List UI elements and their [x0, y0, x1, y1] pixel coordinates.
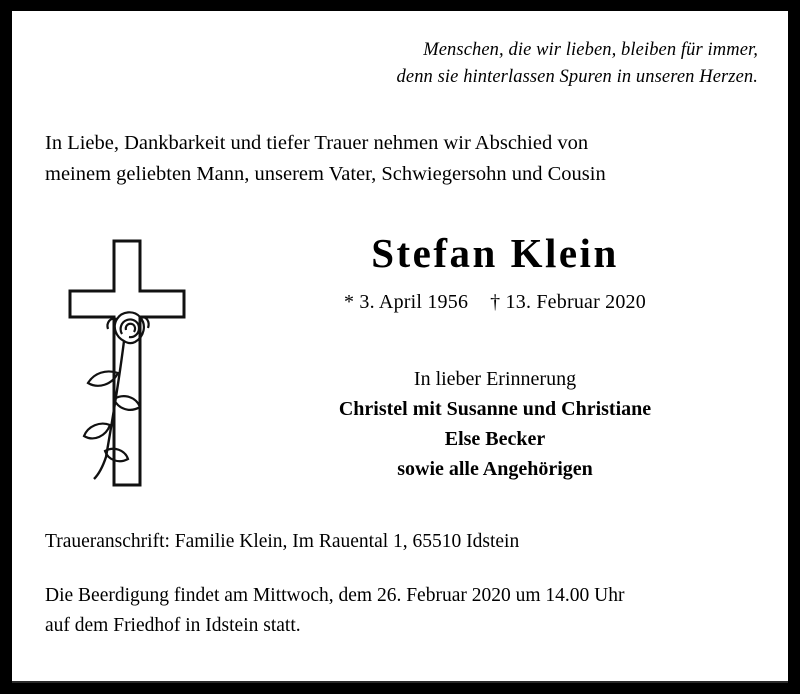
mourner-line-1: Christel mit Susanne und Christiane	[338, 398, 652, 420]
mourner-line-3: sowie alle Angehörigen	[397, 458, 593, 480]
motto-quote	[12, 37, 758, 91]
life-dates	[222, 291, 768, 314]
notice-inner-frame	[12, 11, 788, 683]
funeral-line-1: Die Beerdigung findet am Mittwoch, dem 26. Februar 2020 um 14.00 Uhr	[45, 585, 625, 606]
motto-line-1: Menschen, die wir lieben, bleiben für immer,	[423, 40, 758, 60]
birth-date: * 3. April 1956	[344, 291, 469, 313]
intro-text	[45, 128, 763, 190]
mourning-address: Traueranschrift: Familie Klein, Im Rauental 1, 65510 Idstein	[45, 531, 520, 552]
intro-line-2: meinem geliebten Mann, unserem Vater, Schwiegersohn und Cousin	[45, 163, 606, 186]
motto-line-2: denn sie hinterlassen Spuren in unseren Herzen.	[396, 66, 758, 87]
mourner-line-2: Else Becker	[444, 428, 546, 450]
funeral-line-2: auf dem Friedhof in Idstein statt.	[45, 615, 301, 637]
memory-intro: In lieber Erinnerung	[413, 368, 577, 390]
memory-block	[222, 364, 768, 484]
cross-with-rose-icon	[62, 233, 202, 498]
funeral-details	[45, 581, 768, 641]
death-date: † 13. Februar 2020	[490, 291, 646, 313]
intro-line-1: In Liebe, Dankbarkeit und tiefer Trauer nehmen wir Abschied von	[45, 132, 589, 154]
deceased-name: Stefan Klein	[371, 230, 619, 276]
